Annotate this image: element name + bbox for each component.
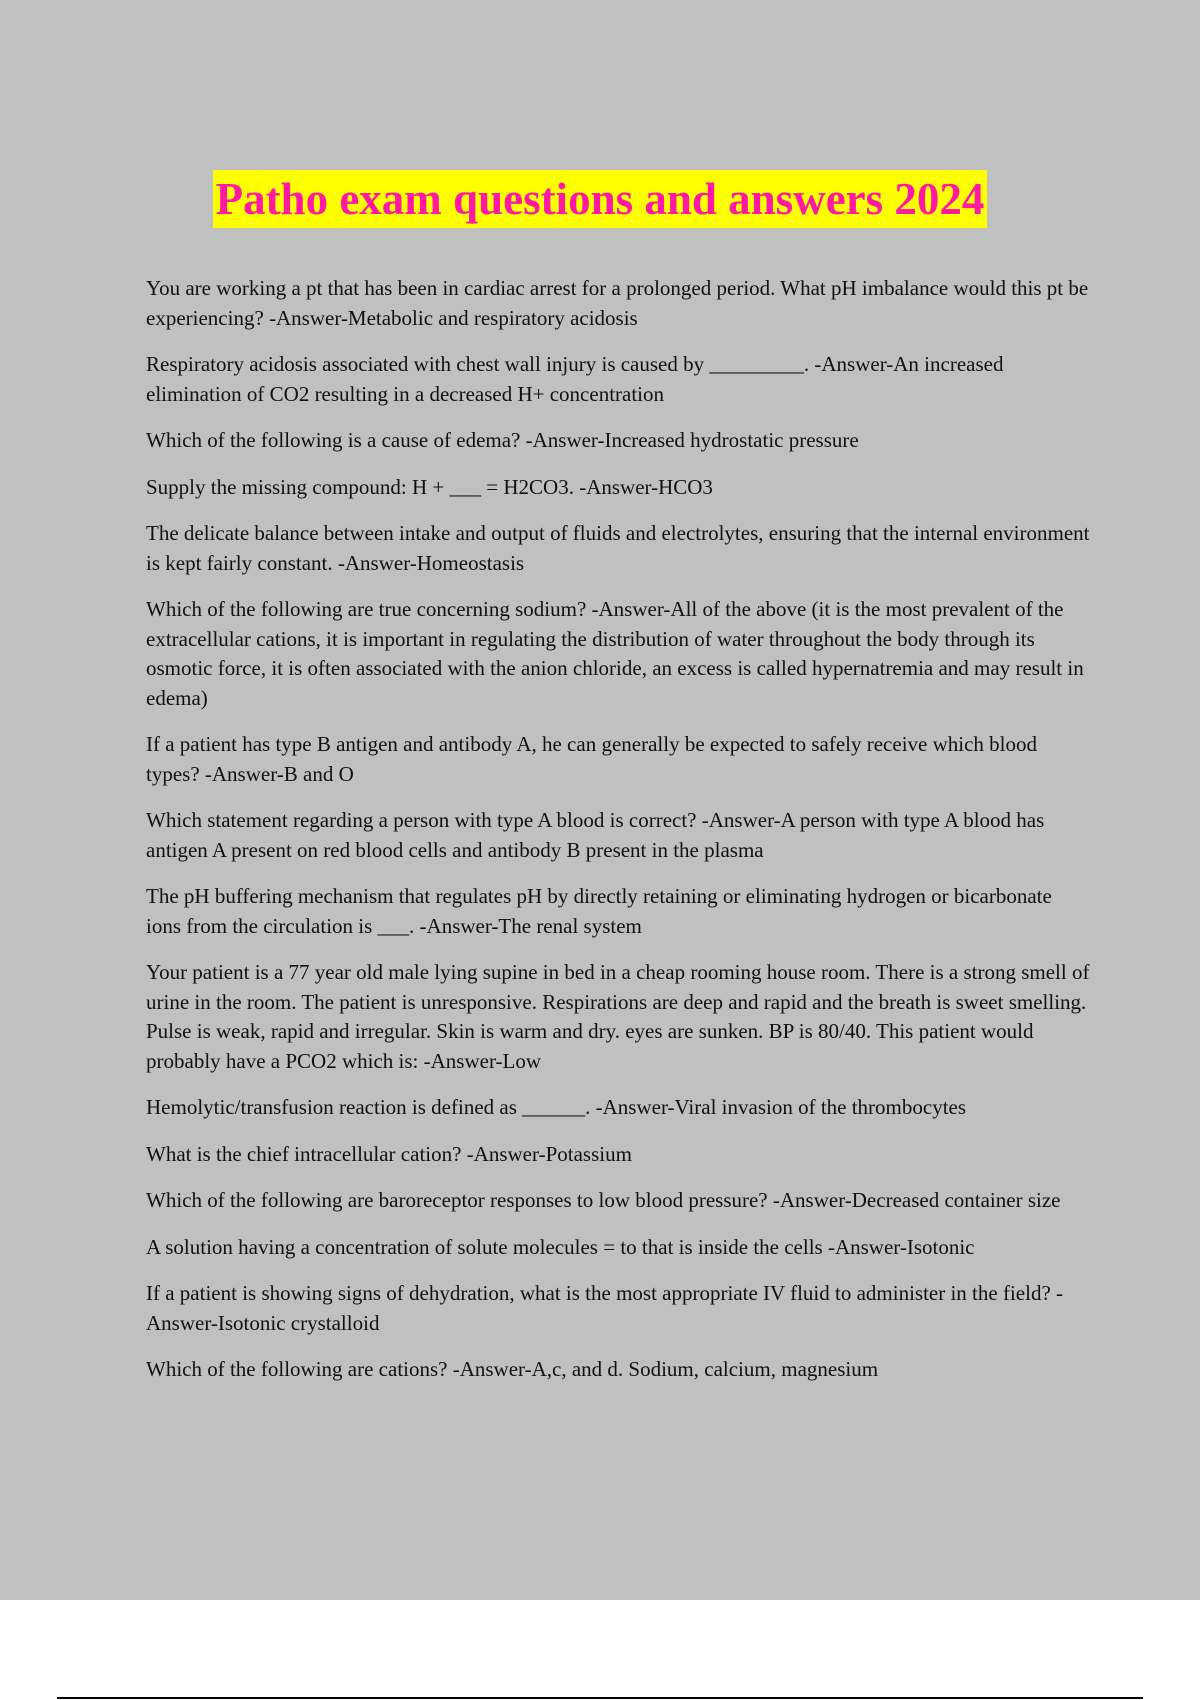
qa-item: Your patient is a 77 year old male lying supine in bed in a cheap rooming house room. There is a strong smell of urine in the room. The patient is unresponsive. Respirations are deep and rapid and the breath is sweet smelling. Pulse is weak, rapid and irregular. Skin is warm and dry. eyes are sunken. BP is 80/40. This patient would probably have a PCO2 which is: -Answer-Low <box>146 960 1090 1073</box>
qa-item: Which of the following are baroreceptor responses to low blood pressure? -Answer-Decreased container size <box>146 1188 1061 1212</box>
qa-item: Respiratory acidosis associated with chest wall injury is caused by _________. -Answer-An increased elimination of CO2 resulting in a decreased H+ concentration <box>146 352 1004 406</box>
qa-item: Which of the following are cations? -Answer-A,c, and d. Sodium, calcium, magnesium <box>146 1357 879 1381</box>
qa-item: If a patient is showing signs of dehydration, what is the most appropriate IV fluid to administer in the field? -Answer-Isotonic crystalloid <box>146 1281 1064 1335</box>
qa-item: Hemolytic/transfusion reaction is defined as ______. -Answer-Viral invasion of the thrombocytes <box>146 1095 967 1119</box>
qa-item: If a patient has type B antigen and antibody A, he can generally be expected to safely receive which blood types? -Answer-B and O <box>146 732 1038 786</box>
qa-item: Which of the following is a cause of edema? -Answer-Increased hydrostatic pressure <box>146 428 859 452</box>
qa-item: You are working a pt that has been in cardiac arrest for a prolonged period. What pH imbalance would this pt be experiencing? -Answer-Metabolic and respiratory acidosis <box>146 276 1089 330</box>
qa-item: Supply the missing compound: H + ___ = H2CO3. -Answer-HCO3 <box>146 474 713 499</box>
qa-item: The pH buffering mechanism that regulates pH by directly retaining or eliminating hydrogen or bicarbonate ions from the circulation is ___. -Answer-The renal system <box>146 884 1052 938</box>
qa-item: Which statement regarding a person with type A blood is correct? -Answer-A person with type A blood has antigen A present on red blood cells and antibody B present in the plasma <box>146 808 1045 862</box>
document-title: Patho exam questions and answers 2024 <box>213 170 988 228</box>
qa-item: Which of the following are true concerning sodium? -Answer-All of the above (it is the most prevalent of the extracellular cations, it is important in regulating the distribution of water throughout the body through its osmotic force, it is often associated with the anion chloride, an excess is called hypernatremia and may result in edema) <box>146 597 1084 710</box>
qa-list <box>146 274 1090 1402</box>
title-container <box>0 170 1200 228</box>
qa-item: What is the chief intracellular cation? -Answer-Potassium <box>146 1141 632 1166</box>
qa-item: The delicate balance between intake and output of fluids and electrolytes, ensuring that the internal environment is kept fairly constant. -Answer-Homeostasis <box>146 521 1090 575</box>
footer-divider <box>57 1697 1143 1699</box>
qa-item: A solution having a concentration of solute molecules = to that is inside the cells -Answer-Isotonic <box>146 1234 975 1259</box>
